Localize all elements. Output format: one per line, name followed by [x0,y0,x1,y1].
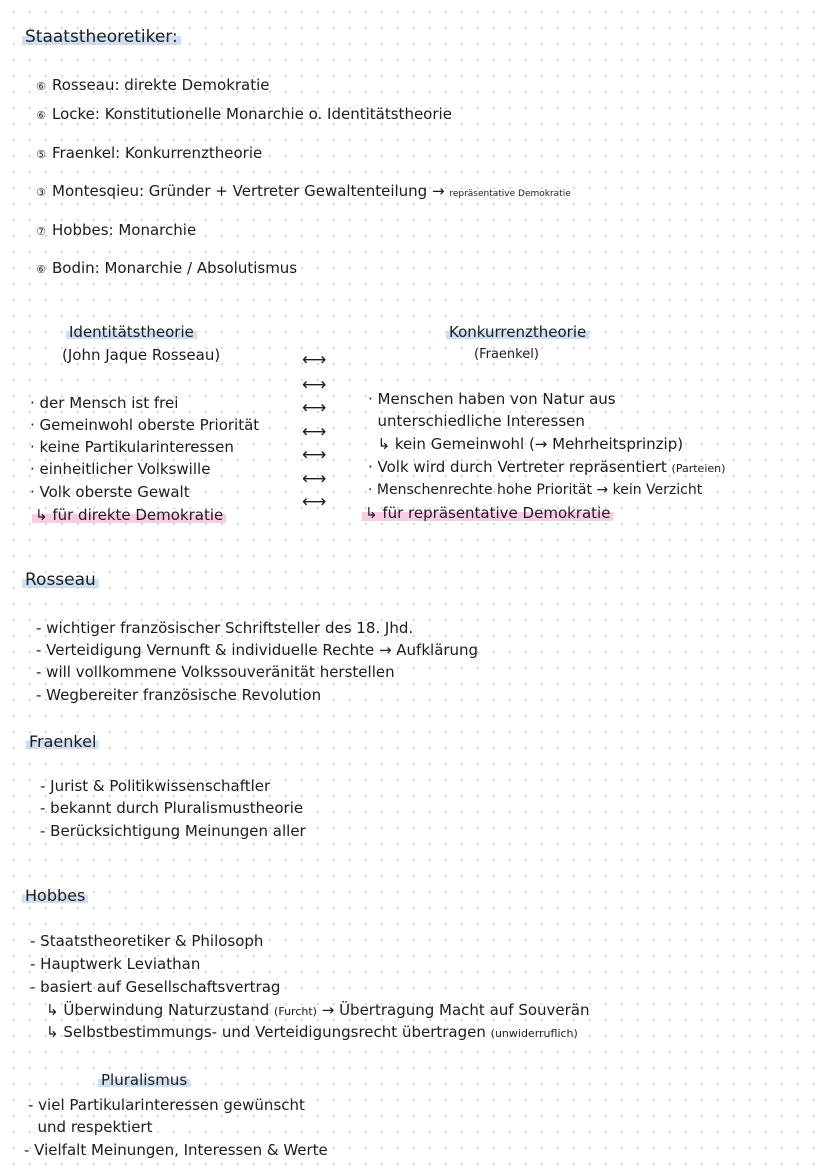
identity-point: · Volk oberste Gewalt [30,483,190,501]
theorist-item: ③ Montesqieu: Gründer + Vertreter Gewaltenteilung → repräsentative Demokratie [34,181,571,204]
page-title: Staatstheoretiker: [22,26,181,48]
identity-theory-title: Identitätstheorie [66,322,197,342]
list-subitem: ↳ Überwindung Naturzustand (Furcht) → Übertragung Macht auf Souverän [46,1001,590,1019]
competition-point: unterschiedliche Interessen [368,412,585,430]
list-item: - viel Partikularinteressen gewünscht [28,1096,305,1114]
identity-point: · der Mensch ist frei [30,394,179,412]
theorist-note: repräsentative Demokratie [449,189,571,199]
identity-point: · einheitlicher Volkswille [30,460,211,478]
competition-point: · Menschen haben von Natur aus [368,390,616,408]
section-heading-fraenkel: Fraenkel [26,732,99,752]
section-heading-rosseau: Rosseau [22,569,99,591]
list-item: - Jurist & Politikwissenschaftler [40,777,271,795]
list-item: - basiert auf Gesellschaftsvertrag [30,978,281,996]
theorist-item: ⑦ Hobbes: Monarchie [34,220,196,242]
theorist-item: ⑥ Bodin: Monarchie / Absolutismus [34,258,297,280]
list-subitem: ↳ Selbstbestimmungs- und Verteidigungsrecht übertragen (unwiderruflich) [46,1023,578,1041]
list-item: - Hauptwerk Leviathan [30,955,201,973]
double-arrow-icon: ⟷ [302,398,327,418]
competition-point: · Menschenrechte hohe Priorität → kein Verzicht [368,482,703,498]
ranking-number: ⑥ [36,80,46,93]
list-item: - Vielfalt Meinungen, Interessen & Werte [24,1141,328,1159]
double-arrow-icon: ⟷ [302,469,327,489]
ranking-number: ⑤ [36,148,46,161]
double-arrow-icon: ⟷ [302,445,327,465]
competition-theory-subtitle: (Fraenkel) [474,347,539,362]
ranking-number: ③ [36,186,46,199]
identity-point: · Gemeinwohl oberste Priorität [30,416,260,434]
competition-point: ↳ kein Gemeinwohl (→ Mehrheitsprinzip) [368,435,684,453]
double-arrow-icon: ⟷ [302,375,327,395]
list-item: - Staatstheoretiker & Philosoph [30,932,264,950]
competition-theory-title: Konkurrenztheorie [446,322,589,342]
list-item: und respektiert [28,1118,153,1136]
section-heading-pluralismus: Pluralismus [98,1070,190,1090]
ranking-number: ⑥ [36,109,46,122]
ranking-number: ⑥ [36,263,46,276]
identity-point: · keine Partikularinteressen [30,438,234,456]
double-arrow-icon: ⟷ [302,422,327,442]
theorist-item: ⑤ Fraenkel: Konkurrenztheorie [34,143,262,165]
identity-conclusion: ↳ für direkte Demokratie [32,505,226,525]
list-item: - Berücksichtigung Meinungen aller [40,822,306,840]
theorist-item: ⑥ Rosseau: direkte Demokratie [34,75,270,97]
double-arrow-icon: ⟷ [302,492,327,512]
list-item: - Wegbereiter französische Revolution [36,686,322,704]
list-item: - bekannt durch Pluralismustheorie [40,799,304,817]
double-arrow-icon: ⟷ [302,350,327,370]
competition-conclusion: ↳ für repräsentative Demokratie [362,503,613,523]
competition-point: · Volk wird durch Vertreter repräsentiert (Parteien) [368,458,726,476]
section-heading-hobbes: Hobbes [22,886,88,906]
theorist-item: ⑥ Locke: Konstitutionelle Monarchie o. Identitätstheorie [34,104,452,126]
list-item: - will vollkommene Volkssouveränität herstellen [36,663,395,681]
list-item: - wichtiger französischer Schriftsteller des 18. Jhd. [36,619,414,637]
identity-theory-subtitle: (John Jaque Rosseau) [62,346,221,364]
list-item: - Verteidigung Vernunft & individuelle Rechte → Aufklärung [36,641,479,659]
ranking-number: ⑦ [36,225,46,238]
